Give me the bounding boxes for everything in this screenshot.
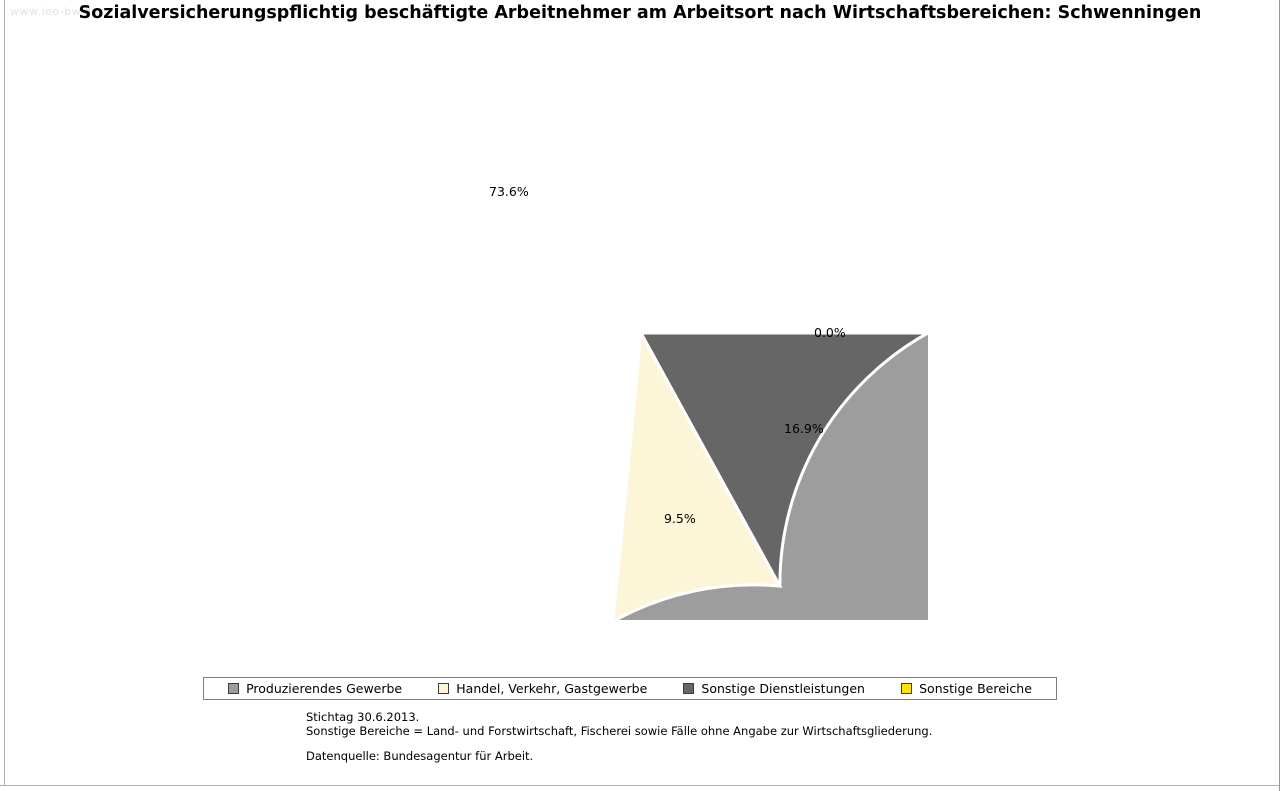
legend-label: Sonstige Bereiche: [919, 681, 1032, 696]
legend-item-produzierendes-gewerbe[interactable]: [228, 681, 402, 696]
pie-label-sonstige-bereiche: 0.0%: [814, 325, 846, 340]
page-title: Sozialversicherungspflichtig beschäftigte Arbeitnehmer am Arbeitsort nach Wirtschaftsbereichen: Schwenningen: [78, 3, 1202, 23]
footnote-source: Datenquelle: Bundesagentur für Arbeit.: [306, 749, 534, 763]
footnotes: [306, 711, 932, 764]
chart-legend: [203, 677, 1057, 700]
legend-item-handel-verkehr-gastgewerbe[interactable]: [438, 681, 647, 696]
legend-swatch-icon: [901, 683, 912, 694]
pie-label-handel-verkehr-gastgewerbe: 9.5%: [664, 511, 696, 526]
legend-label: Handel, Verkehr, Gastgewerbe: [456, 681, 648, 696]
pie-label-sonstige-dienstleistungen: 16.9%: [784, 421, 824, 436]
legend-item-sonstige-bereiche[interactable]: [901, 681, 1032, 696]
legend-label: Sonstige Dienstleistungen: [701, 681, 865, 696]
footnote-definition: Sonstige Bereiche = Land- und Forstwirtschaft, Fischerei sowie Fälle ohne Angabe zur Wirtschaftsgliederung.: [306, 723, 933, 738]
legend-label: Produzierendes Gewerbe: [246, 681, 403, 696]
pie-label-produzierendes-gewerbe: 73.6%: [489, 184, 529, 199]
footnote-stichtag: Stichtag 30.6.2013.: [306, 710, 420, 724]
legend-swatch-icon: [683, 683, 694, 694]
legend-item-sonstige-dienstleistungen[interactable]: [683, 681, 865, 696]
page-left-border: [0, 0, 5, 791]
legend-swatch-icon: [438, 683, 449, 694]
pie-chart: [354, 46, 928, 620]
legend-swatch-icon: [228, 683, 239, 694]
watermark: www.leo-bw.de: [10, 5, 99, 18]
page-bottom-border: [0, 785, 1280, 791]
